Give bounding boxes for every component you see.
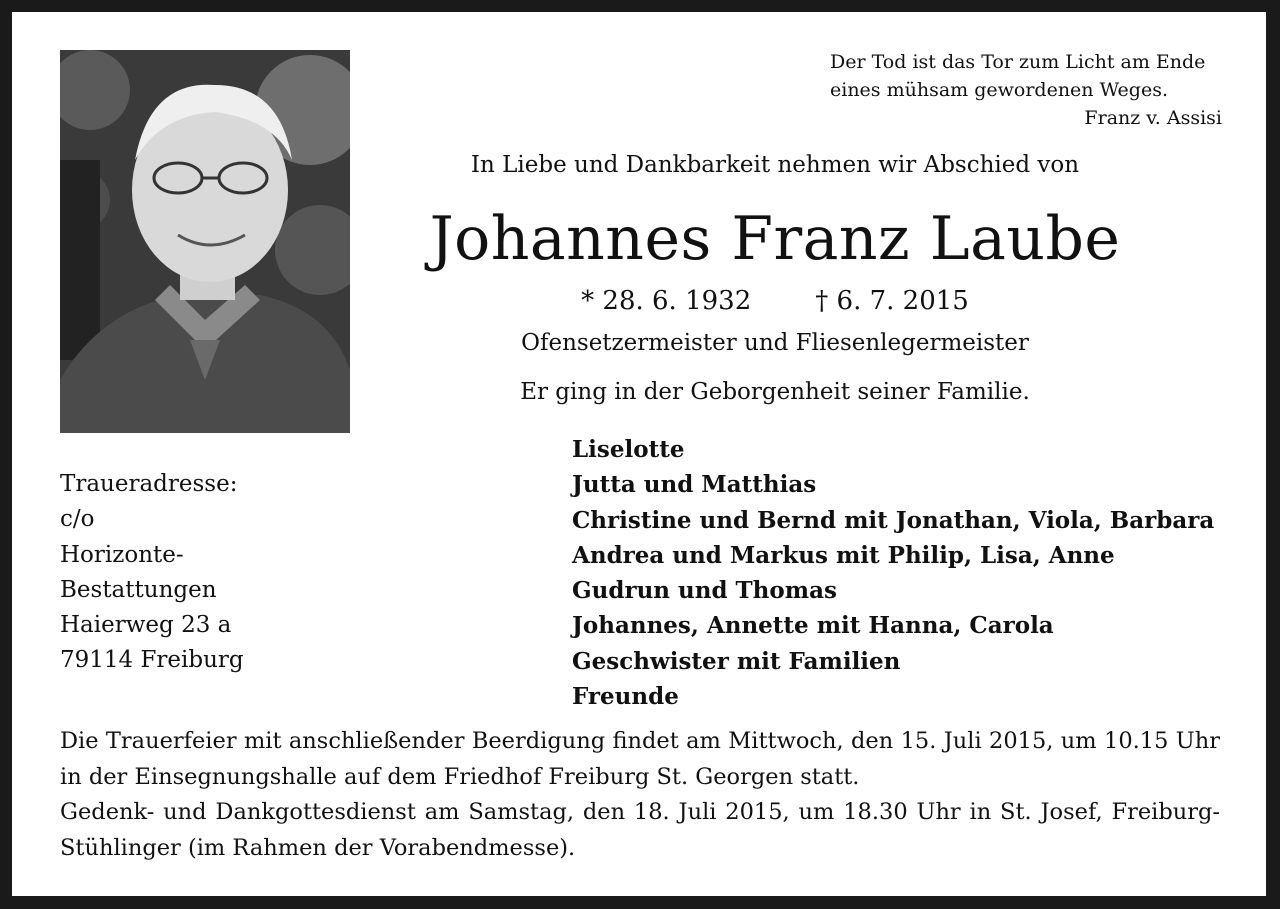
motto-quote: [830, 48, 1222, 132]
mourning-address: [60, 467, 380, 679]
death-date: † 6. 7. 2015: [815, 286, 969, 316]
intro-text: In Liebe und Dankbarkeit nehmen wir Abschied von: [470, 152, 1080, 178]
family-member: Liselotte: [572, 436, 685, 463]
motto-line: eines mühsam gewordenen Weges.: [830, 79, 1168, 101]
service-details: [60, 724, 1220, 866]
family-member: Christine und Bernd mit Jonathan, Viola, Barbara: [572, 506, 1215, 534]
obituary-notice: [12, 12, 1266, 896]
address-line: Traueradresse:: [60, 471, 238, 497]
address-line: c/o: [60, 506, 95, 533]
portrait-photo-image: [60, 50, 350, 433]
family-member: Freunde: [572, 683, 679, 711]
funeral-info: Die Trauerfeier mit anschließender Beerdigung findet am Mittwoch, den 15. Juli 2015, um 10.15 Uhr in der Einsegnungshalle auf dem Friedhof Freiburg St. Georgen statt.: [60, 728, 1220, 790]
family-member: Jutta und Matthias: [572, 471, 817, 499]
motto-author: Franz v. Assisi: [1084, 107, 1222, 129]
profession: Ofensetzermeister und Fliesenlegermeister: [521, 330, 1029, 356]
life-dates: [412, 286, 1138, 316]
family-member: Gudrun und Thomas: [572, 577, 837, 605]
deceased-name: Johannes Franz Laube: [429, 204, 1121, 274]
memorial-service-info: Gedenk- und Dankgottesdienst am Samstag, den 18. Juli 2015, um 18.30 Uhr in St. Josef, Freiburg-Stühlinger (im Rahmen der Vorabendmesse).: [60, 799, 1220, 861]
statement: Er ging in der Geborgenheit seiner Familie.: [520, 379, 1030, 405]
birth-date: * 28. 6. 1932: [581, 286, 752, 316]
portrait-photo: [60, 50, 350, 433]
family-list: [572, 432, 1252, 714]
family-member: Andrea und Markus mit Philip, Lisa, Anne: [572, 541, 1115, 569]
address-line: Haierweg 23 a: [60, 612, 232, 639]
address-line: 79114 Freiburg: [60, 647, 244, 674]
address-line: Bestattungen: [60, 576, 217, 603]
family-member: Geschwister mit Familien: [572, 647, 901, 675]
motto-line: Der Tod ist das Tor zum Licht am Ende: [830, 51, 1206, 73]
address-line: Horizonte-: [60, 541, 184, 568]
family-member: Johannes, Annette mit Hanna, Carola: [572, 612, 1054, 640]
